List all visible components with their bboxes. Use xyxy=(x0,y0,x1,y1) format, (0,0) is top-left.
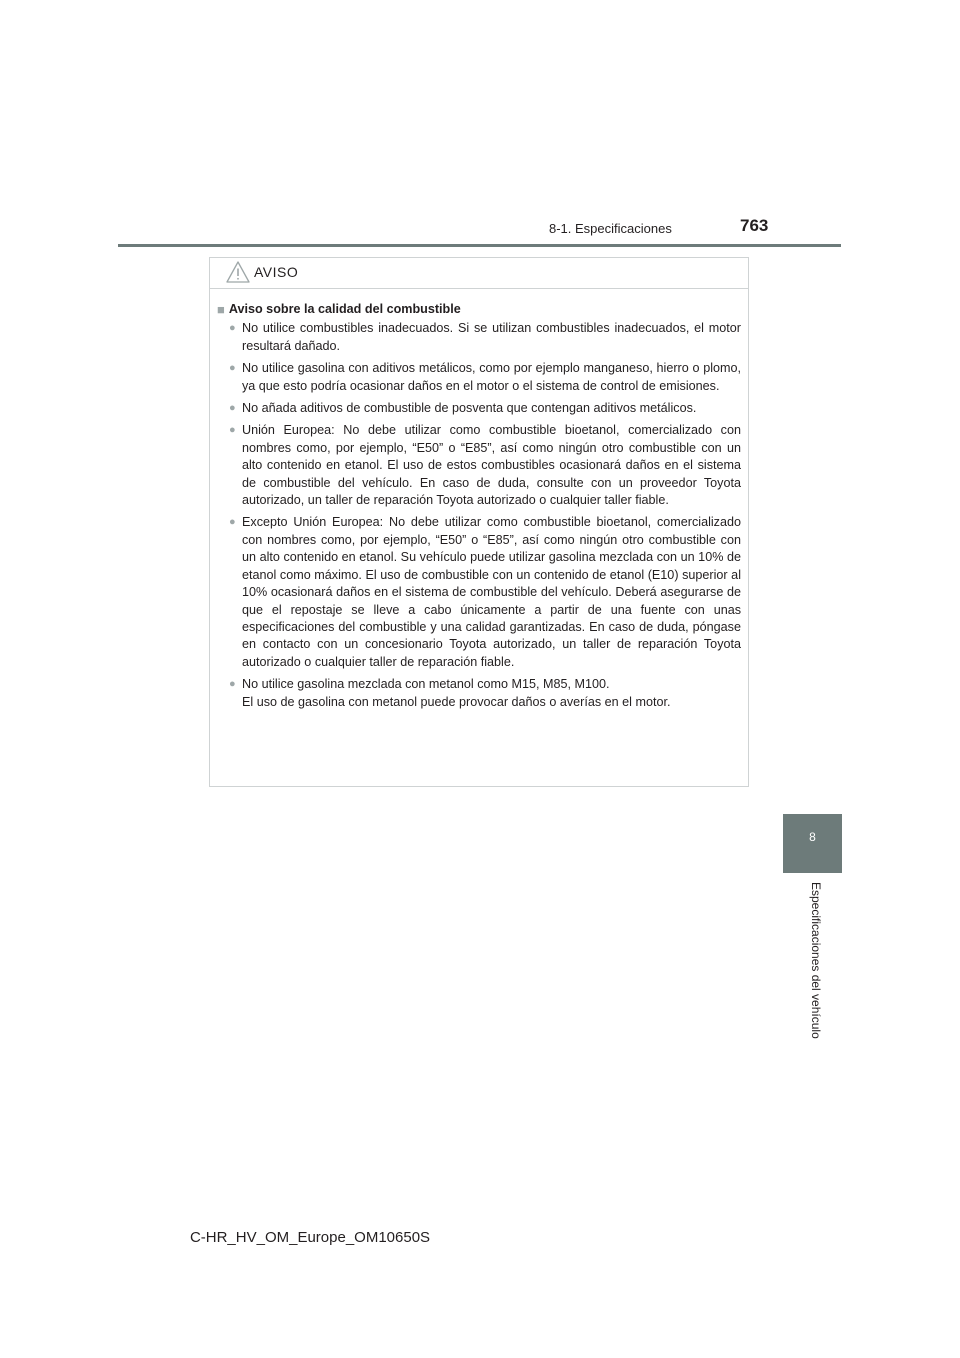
list-item xyxy=(217,422,741,509)
circle-bullet-icon: ● xyxy=(229,362,236,375)
running-header-section: 8-1. Especificaciones xyxy=(549,221,672,236)
list-item-text-line1: No utilice gasolina mezclada con metanol como M15, M85, M100. xyxy=(242,677,610,692)
page-number: 763 xyxy=(740,216,769,235)
circle-bullet-icon: ● xyxy=(229,678,236,691)
list-item-text: No utilice gasolina con aditivos metálicos, como por ejemplo manganeso, hierro o plomo, ya que esto podría ocasionar daños en el motor o el sistema de control de emisiones. xyxy=(242,361,741,393)
section-heading-text: Aviso sobre la calidad del combustible xyxy=(228,302,461,316)
warning-body xyxy=(210,289,748,711)
square-bullet-icon: ■ xyxy=(217,302,225,317)
list-item xyxy=(217,514,741,671)
list-item-text: No utilice combustibles inadecuados. Si se utilizan combustibles inadecuados, el motor resultará dañado. xyxy=(242,321,741,353)
circle-bullet-icon: ● xyxy=(229,322,236,335)
warning-title: AVISO xyxy=(254,264,299,280)
circle-bullet-icon: ● xyxy=(229,516,236,529)
list-item xyxy=(217,360,741,395)
footer-doc-id: C-HR_HV_OM_Europe_OM10650S xyxy=(189,1229,431,1246)
header-divider xyxy=(118,244,841,247)
list-item-text: No añada aditivos de combustible de posventa que contengan aditivos metálicos. xyxy=(242,401,697,416)
chapter-number: 8 xyxy=(809,830,816,844)
warning-triangle-icon xyxy=(225,260,251,284)
warning-box xyxy=(209,257,749,787)
list-item xyxy=(217,400,741,417)
circle-bullet-icon: ● xyxy=(229,402,236,415)
chapter-tab xyxy=(783,814,842,873)
list-item xyxy=(217,320,741,355)
circle-bullet-icon: ● xyxy=(229,424,236,437)
list-item-text: Unión Europea: No debe utilizar como combustible bioetanol, comercializado con nombres como, por ejemplo, “E50” o “E85”, así como ningún otro combustible con un alto contenido en etanol. El uso de estos combustibles ocasionará daños en el sistema de combustible del vehículo. En caso de duda, consulte con un proveedor Toyota autorizado, un taller de reparación Toyota autorizado o cualquier taller fiable. xyxy=(242,423,741,508)
warning-header xyxy=(210,258,748,289)
section-heading xyxy=(217,301,741,318)
list-item-text-line2: El uso de gasolina con metanol puede provocar daños o averías en el motor. xyxy=(242,694,671,709)
chapter-title: Especificaciones del vehículo xyxy=(809,882,823,1039)
list-item xyxy=(217,676,741,711)
list-item-text: Excepto Unión Europea: No debe utilizar como combustible bioetanol, comercializado con nombres como, por ejemplo, “E50” o “E85”, así como ningún otro combustible con un alto contenido en etanol. Su vehículo puede utilizar gasolina mezclada con un 10% de etanol como máximo. El uso de combustible con un contenido de etanol (E10) superior al 10% ocasionará daños en el sistema de combustible del vehículo. Deberá asegurarse de que el repostaje se lleve a cabo únicamente a partir de una fuente con unas especificaciones del combustible y una calidad garantizadas. En caso de duda, póngase en contacto con un concesionario Toyota autorizado, un taller de reparación Toyota autorizado o cualquier taller de reparación fiable. xyxy=(242,515,741,669)
